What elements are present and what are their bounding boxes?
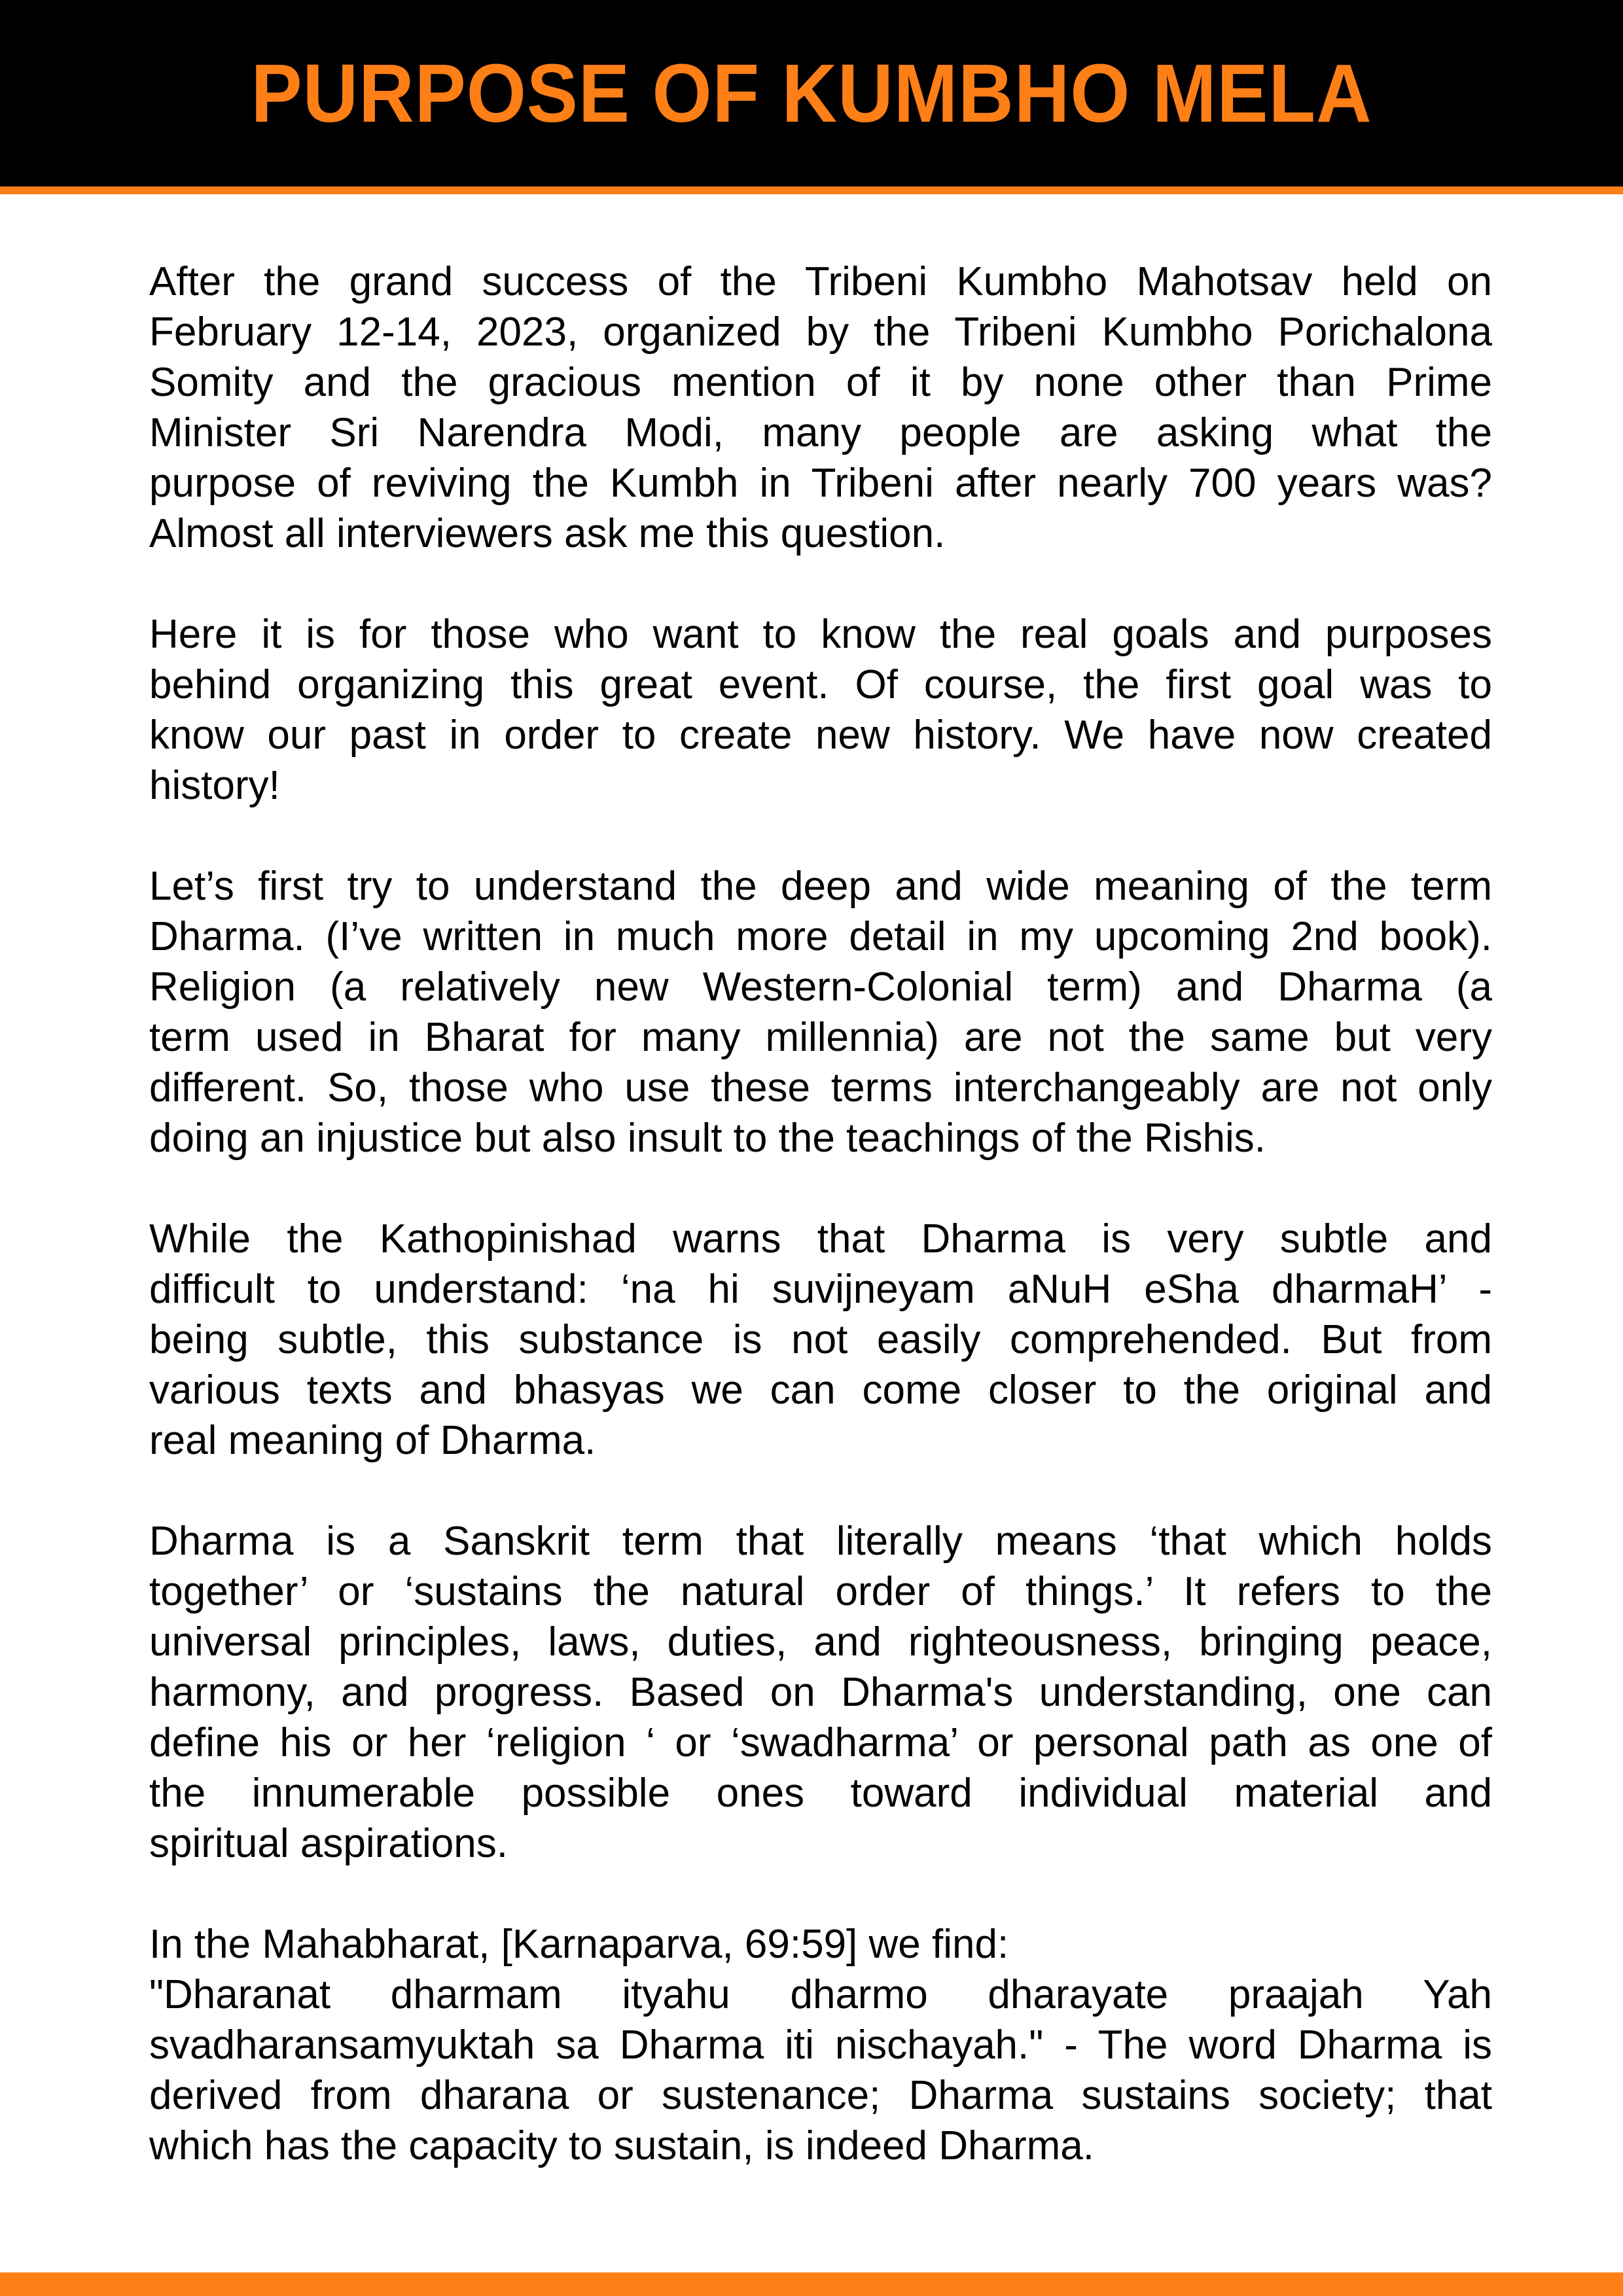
paragraph xyxy=(149,609,1492,811)
text-line: the innumerable possible ones toward individual material and xyxy=(149,1771,1492,1816)
text-line: Minister Sri Narendra Modi, many people are asking what the xyxy=(149,410,1492,455)
text-line: being subtle, this substance is not easily comprehended. But from xyxy=(149,1317,1492,1362)
text-line: spiritual aspirations. xyxy=(149,1821,508,1866)
text-line: Somity and the gracious mention of it by none other than Prime xyxy=(149,360,1492,405)
text-line: After the grand success of the Tribeni Kumbho Mahotsav held on xyxy=(149,259,1492,304)
paragraph xyxy=(149,1919,1492,2171)
text-line: purpose of reviving the Kumbh in Tribeni after nearly 700 years was? xyxy=(149,461,1492,506)
text-line: Dharma is a Sanskrit term that literally means ‘that which holds xyxy=(149,1519,1492,1564)
paragraph xyxy=(149,1516,1492,1869)
text-line: which has the capacity to sustain, is indeed Dharma. xyxy=(149,2123,1094,2168)
text-line: Almost all interviewers ask me this question. xyxy=(149,511,946,556)
text-line: svadharansamyuktah sa Dharma iti nischayah." - The word Dharma is xyxy=(149,2022,1492,2068)
text-line: different. So, those who use these terms interchangeably are not only xyxy=(149,1065,1492,1110)
paragraph xyxy=(149,256,1492,559)
paragraph xyxy=(149,861,1492,1163)
header-accent-stripe xyxy=(0,186,1623,194)
footer-accent-band xyxy=(0,2272,1623,2296)
text-line: February 12-14, 2023, organized by the Tribeni Kumbho Porichalona xyxy=(149,309,1492,355)
text-line: harmony, and progress. Based on Dharma's understanding, one can xyxy=(149,1670,1492,1715)
text-line: doing an injustice but also insult to the teachings of the Rishis. xyxy=(149,1116,1266,1161)
page-title: PURPOSE OF KUMBHO MELA xyxy=(251,47,1372,139)
text-line: derived from dharana or sustenance; Dharma sustains society; that xyxy=(149,2073,1492,2118)
text-line: Here it is for those who want to know the real goals and purposes xyxy=(149,612,1492,657)
text-line: term used in Bharat for many millennia) are not the same but very xyxy=(149,1015,1492,1060)
text-line: history! xyxy=(149,763,280,808)
text-line: "Dharanat dharmam ityahu dharmo dharayate praajah Yah xyxy=(149,1972,1492,2017)
paragraph xyxy=(149,1214,1492,1466)
text-line: Dharma. (I’ve written in much more detail in my upcoming 2nd book). xyxy=(149,914,1492,959)
text-line: While the Kathopinishad warns that Dharma is very subtle and xyxy=(149,1216,1492,1262)
text-line: know our past in order to create new history. We have now created xyxy=(149,713,1492,758)
text-line: Religion (a relatively new Western-Colonial term) and Dharma (a xyxy=(149,964,1492,1010)
text-line: define his or her ‘religion ‘ or ‘swadharma’ or personal path as one of xyxy=(149,1720,1492,1765)
text-line: difficult to understand: ‘na hi suvijneyam aNuH eSha dharmaH’ - xyxy=(149,1267,1492,1312)
text-line: behind organizing this great event. Of course, the first goal was to xyxy=(149,662,1492,707)
text-line: Let’s first try to understand the deep and wide meaning of the term xyxy=(149,864,1492,909)
text-line: real meaning of Dharma. xyxy=(149,1418,596,1463)
text-line: In the Mahabharat, [Karnaparva, 69:59] we find: xyxy=(149,1922,1009,1967)
text-line: together’ or ‘sustains the natural order of things.’ It refers to the xyxy=(149,1569,1492,1614)
text-line: universal principles, laws, duties, and righteousness, bringing peace, xyxy=(149,1619,1492,1665)
article-body xyxy=(149,256,1492,2221)
text-line: various texts and bhasyas we can come closer to the original and xyxy=(149,1368,1492,1413)
